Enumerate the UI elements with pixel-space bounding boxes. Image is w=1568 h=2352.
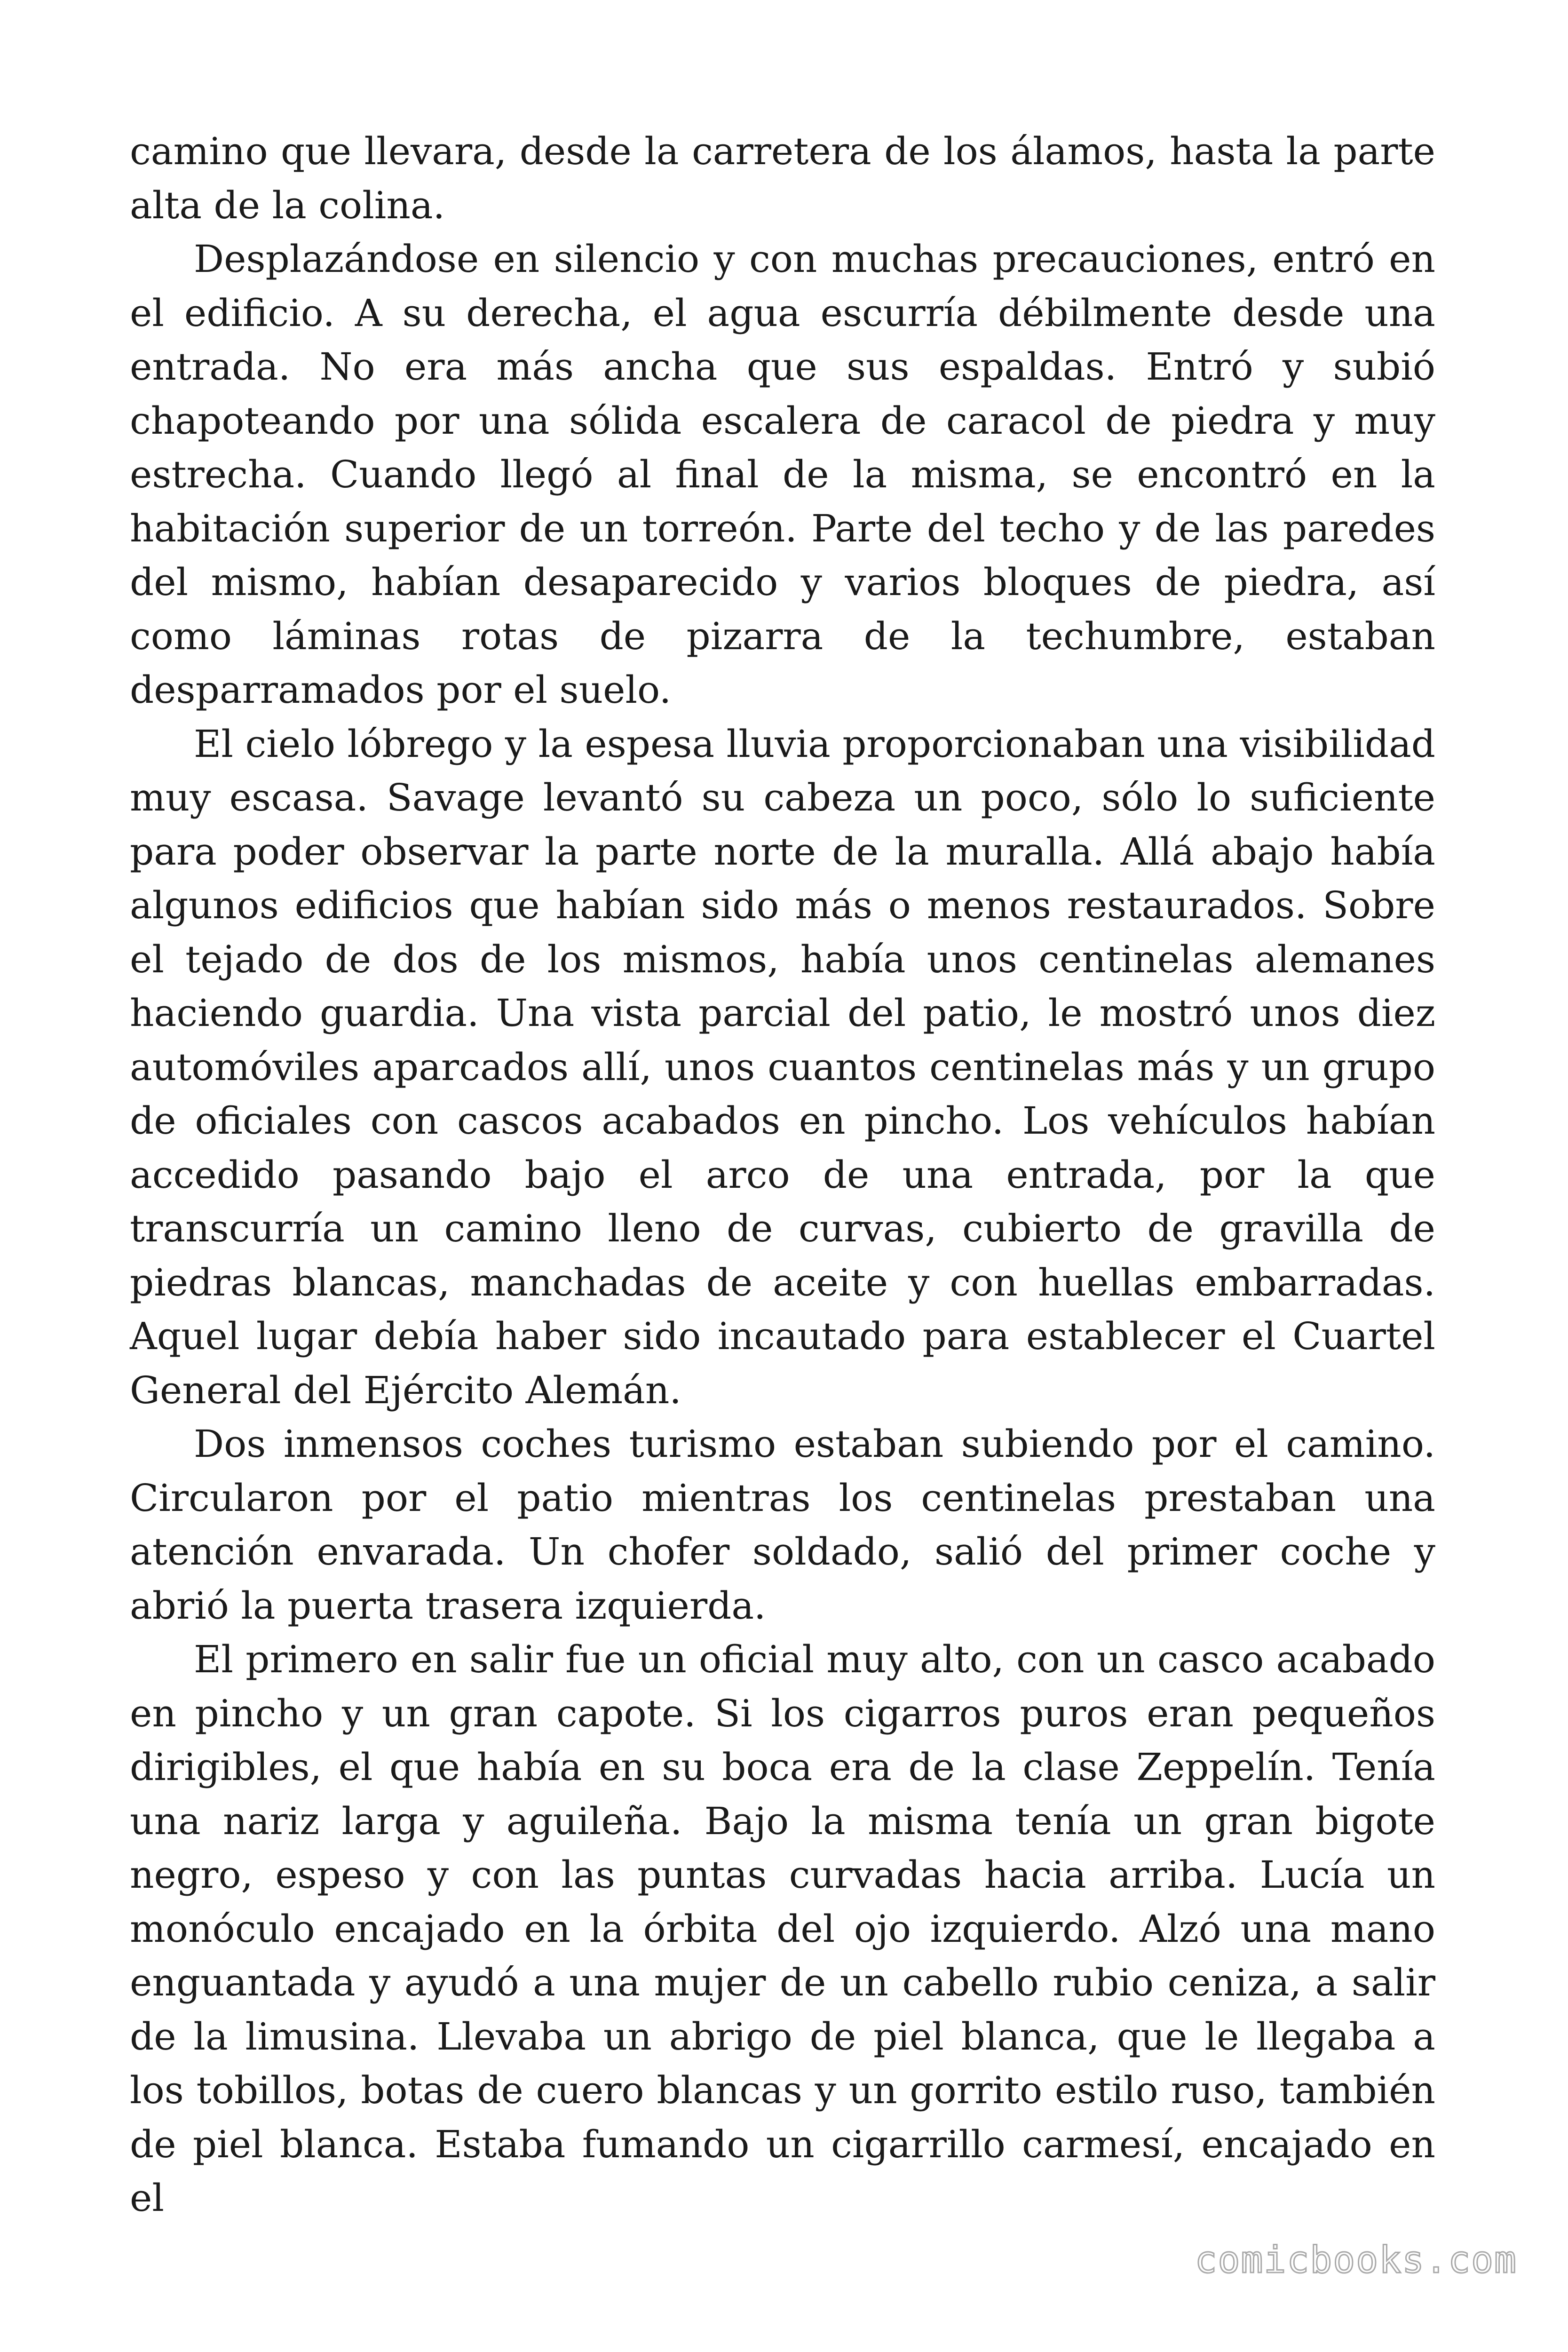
paragraph-4: Dos inmensos coches turismo estaban subiendo por el camino. Circularon por el patio mientras los centinelas prestaban una atención envarada. Un chofer soldado, salió del primer coche y abrió la puerta trasera izquierda. bbox=[130, 1422, 1435, 1628]
body-text bbox=[130, 125, 1435, 2225]
paragraph-5: El primero en salir fue un oficial muy alto, con un casco acabado en pincho y un gran capote. Si los cigarros puros eran pequeños dirigibles, el que había en su boca era de la clase Zeppelín. Tenía una nariz larga y aguileña. Bajo la misma tenía un gran bigote negro, espeso y con las puntas curvadas hacia arriba. Lucía un monóculo encajado en la órbita del ojo izquierdo. Alzó una mano enguantada y ayudó a una mujer de un cabello rubio ceniza, a salir de la limusina. Llevaba un abrigo de piel blanca, que le llegaba a los tobillos, botas de cuero blancas y un gorrito estilo ruso, también de piel blanca. Estaba fumando un cigarrillo carmesí, encajado en el bbox=[130, 1637, 1435, 2220]
watermark: comicbooks.com bbox=[1195, 2239, 1517, 2281]
paragraph-1: camino que llevara, desde la carretera de los álamos, hasta la parte alta de la colina. bbox=[130, 129, 1435, 227]
paragraph-3: El cielo lóbrego y la espesa lluvia proporcionaban una visibilidad muy escasa. Savage levantó su cabeza un poco, sólo lo suficiente para poder observar la parte norte de la muralla. Allá abajo había algunos edificios que habían sido más o menos restaurados. Sobre el tejado de dos de los mismos, había unos centinelas alemanes haciendo guardia. Una vista parcial del patio, le mostró unos diez automóviles aparcados allí, unos cuantos centinelas más y un grupo de oficiales con cascos acabados en pincho. Los vehículos habían accedido pasando bajo el arco de una entrada, por la que transcurría un camino lleno de curvas, cubierto de gravilla de piedras blancas, manchadas de aceite y con huellas embarradas. Aquel lugar debía haber sido incautado para establecer el Cuartel General del Ejército Alemán. bbox=[130, 722, 1435, 1412]
paragraph-2: Desplazándose en silencio y con muchas precauciones, entró en el edificio. A su derecha, el agua escurría débilmente desde una entrada. No era más ancha que sus espaldas. Entró y subió chapoteando por una sólida escalera de caracol de piedra y muy estrecha. Cuando llegó al final de la misma, se encontró en la habitación superior de un torreón. Parte del techo y de las paredes del mismo, habían desaparecido y varios bloques de piedra, así como láminas rotas de pizarra de la techumbre, estaban desparramados por el suelo. bbox=[130, 237, 1435, 712]
